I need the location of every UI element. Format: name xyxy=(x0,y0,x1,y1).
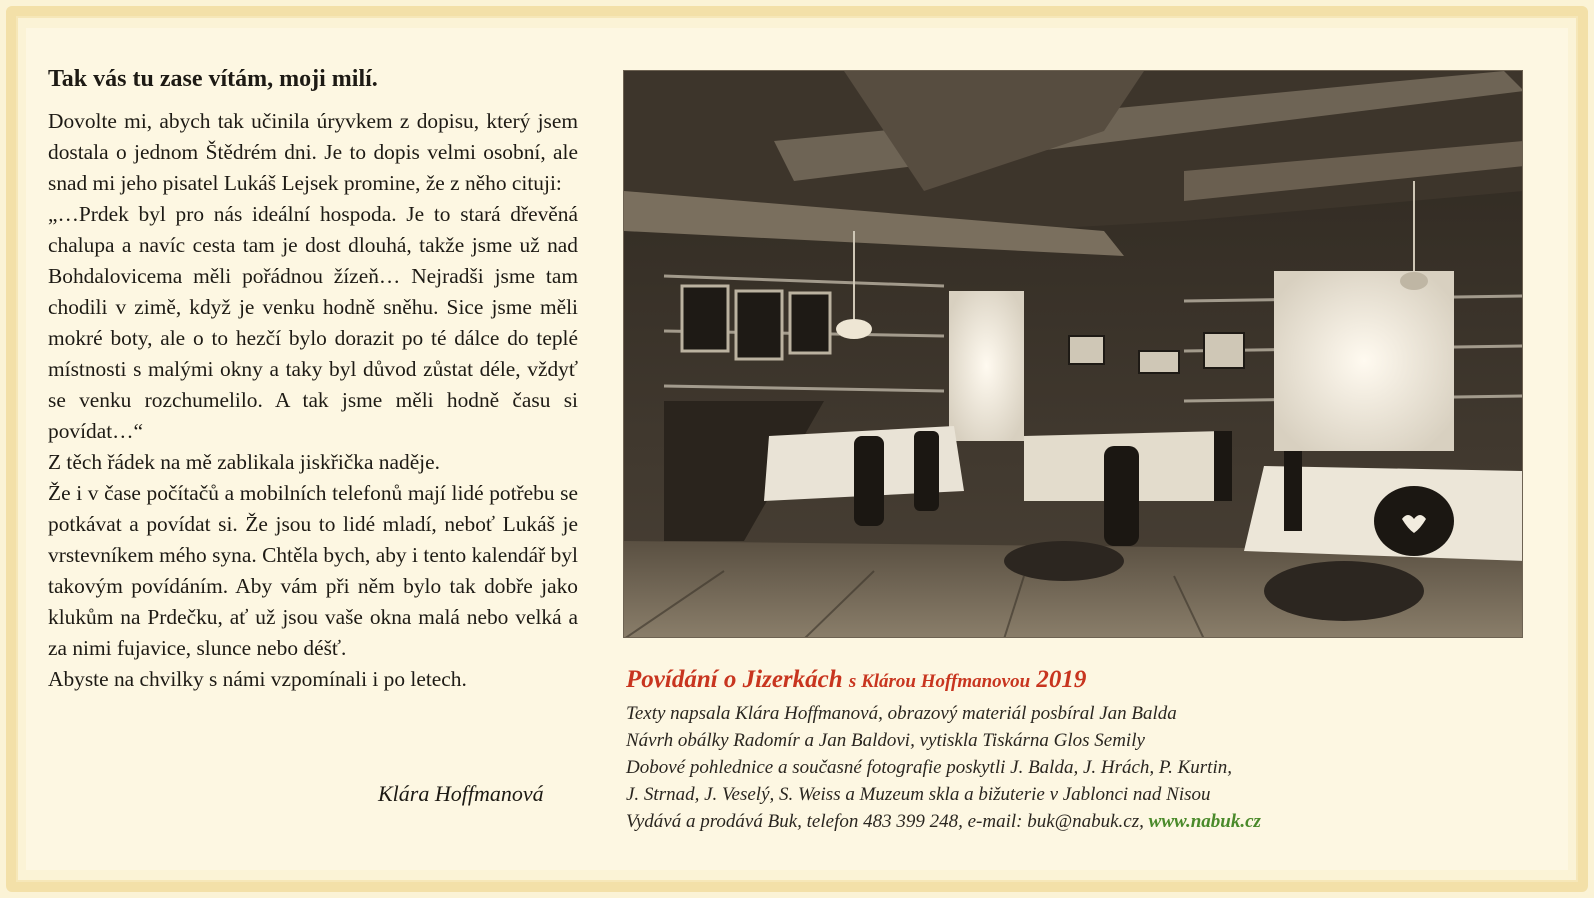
calendar-title-main: Povídání o Jizerkách xyxy=(626,666,843,693)
signature: Klára Hoffmanová xyxy=(378,781,544,806)
calendar-title xyxy=(626,664,1526,698)
calendar-title-author: s Klárou Hoffmanovou xyxy=(848,671,1031,692)
credits-line: Návrh obálky Radomír a Jan Baldovi, vytiskla Tiskárna Glos Semily xyxy=(626,730,1145,751)
letter-paragraph: Dovolte mi, abych tak učinila úryvkem z dopisu, který jsem dostala o jednom Štědrém dni. Je to dopis velmi osobní, ale snad mi jeho pisatel Lukáš Lejsek promine, že z něho cituji: xyxy=(48,109,578,195)
letter xyxy=(48,64,578,695)
credits-line: Texty napsala Klára Hoffmanová, obrazový materiál posbíral Jan Balda xyxy=(626,703,1177,724)
publisher-line xyxy=(626,808,1526,835)
credits-line: J. Strnad, J. Veselý, S. Weiss a Muzeum skla a bižuterie v Jablonci nad Nisou xyxy=(626,784,1211,805)
credits xyxy=(626,664,1526,835)
credits-line: Dobové pohlednice a současné fotografie poskytli J. Balda, J. Hrách, P. Kurtin, xyxy=(626,757,1232,778)
publisher-contact: Vydává a prodává Buk, telefon 483 399 248, e-mail: buk@nabuk.cz, xyxy=(626,811,1144,832)
letter-paragraph: Že i v čase počítačů a mobilních telefonů mají lidé potřebu se potkávat a povídat si. Že jsou to lidé mladí, neboť Lukáš je vrstevníkem mého syna. Chtěla bych, aby i tento kalendář byl takovým povídáním. Aby vám při něm bylo tak dobře jako klukům na Prdečku, ať už jsou vaše okna malá nebo velká a za nimi fujavice, slunce nebo déšť. xyxy=(48,481,578,660)
letter-paragraph: Abyste na chvilky s námi vzpomínali i po letech. xyxy=(48,667,467,691)
website-link[interactable]: www.nabuk.cz xyxy=(1148,811,1261,832)
letter-heading: Tak vás tu zase vítám, moji milí. xyxy=(48,66,378,92)
inn-interior-photo xyxy=(623,70,1523,638)
photo-illustration xyxy=(624,71,1523,638)
letter-quote: „…Prdek byl pro nás ideální hospoda. Je to stará dřevěná chalupa a navíc cesta tam je dost dlouhá, takže jsme už nad Bohdalovicema měli pořádnou žízeň… Nejradši jsme tam chodili v zimě, když je venku hodně sněhu. Sice jsme měli mokré boty, ale o to hezčí bylo dorazit po té dálce do teplé místnosti s malými okny a taky byl důvod zůstat déle, vždyť se venku rozchumelilo. A tak jsme měli hodně času si povídat…“ xyxy=(48,202,578,443)
calendar-title-year: 2019 xyxy=(1036,666,1087,693)
letter-paragraph: Z těch řádek na mě zablikala jiskřička naděje. xyxy=(48,450,440,474)
